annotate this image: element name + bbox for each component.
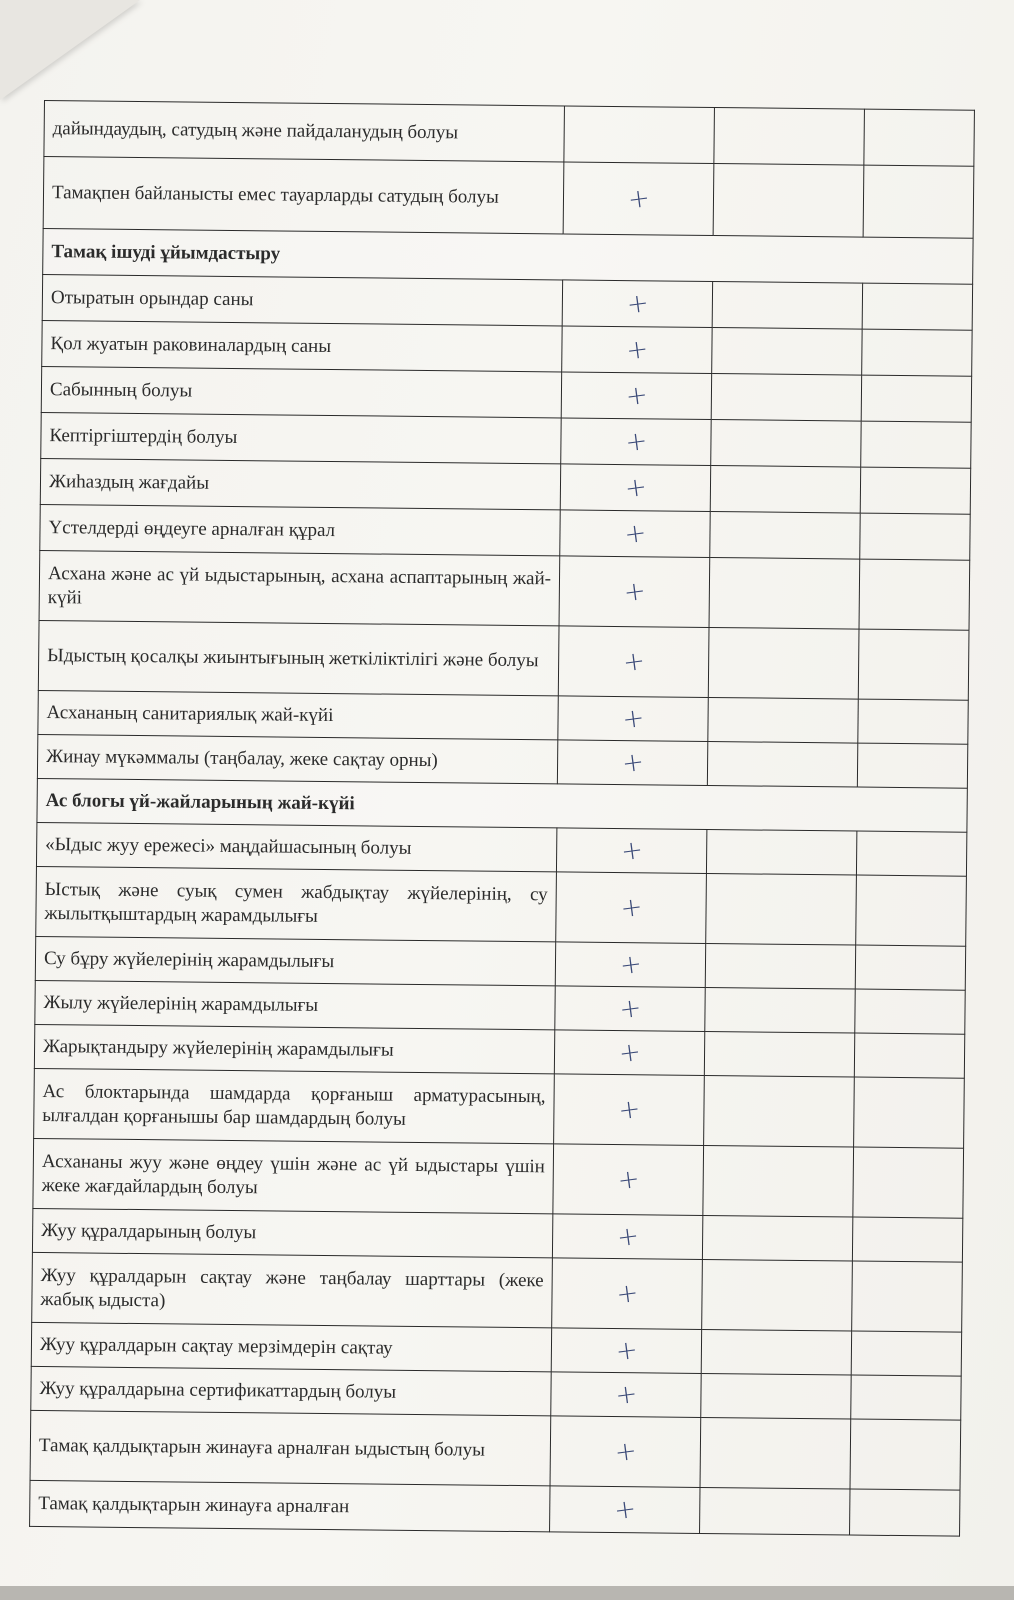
note-cell <box>851 1331 961 1376</box>
note-cell <box>860 467 970 514</box>
criterion-text: Жуу құралдарына сертификаттардың болуы <box>31 1366 551 1415</box>
handwritten-plus-mark: + <box>616 1093 642 1126</box>
table-row <box>30 1410 961 1490</box>
no-mark-cell <box>710 511 860 559</box>
section-heading: Ас блогы үй-жайларының жай-күйі <box>37 778 967 832</box>
table-row <box>34 1068 965 1148</box>
handwritten-plus-mark: + <box>620 702 646 735</box>
criterion-text: Жинау мүкәммалы (таңбалау, жеке сақтау орны) <box>37 734 557 783</box>
handwritten-plus-mark: + <box>614 1220 641 1253</box>
yes-mark-cell <box>550 1486 700 1534</box>
handwritten-plus-mark: + <box>620 645 647 678</box>
criterion-text: Жуу құралдарын сақтау мерзімдерін сақтау <box>31 1322 551 1371</box>
criterion-text: Тамақ қалдықтарын жинауға арналған ыдыстың болуы <box>30 1410 551 1485</box>
table-row <box>33 1138 964 1218</box>
no-mark-cell <box>710 466 860 514</box>
yes-mark-cell <box>552 1214 702 1260</box>
no-mark-cell <box>705 987 855 1033</box>
note-cell <box>856 875 967 946</box>
section-heading: Тамақ ішуді ұйымдастыру <box>43 228 973 284</box>
criterion-text: Жарықтандыру жүйелерінің жарамдылығы <box>34 1024 554 1073</box>
yes-mark-cell <box>558 696 708 742</box>
no-mark-cell <box>701 1373 851 1419</box>
note-cell <box>852 1261 963 1332</box>
yes-mark-cell <box>558 626 709 698</box>
no-mark-cell <box>708 697 858 743</box>
note-cell <box>850 1489 960 1536</box>
note-cell <box>861 375 971 422</box>
no-mark-cell <box>703 1145 854 1217</box>
handwritten-plus-mark: + <box>617 948 644 981</box>
criterion-text: Сабынның болуы <box>41 366 561 417</box>
handwritten-plus-mark: + <box>615 1163 641 1196</box>
yes-mark-cell <box>560 510 710 558</box>
criterion-text: Кептіргіштердің болуы <box>41 412 561 463</box>
yes-mark-cell <box>554 1030 704 1076</box>
yes-mark-cell <box>564 106 715 164</box>
criterion-text: «Ыдыс жуу ережесі» маңдайшасының болуы <box>36 822 556 871</box>
no-mark-cell <box>700 1417 851 1489</box>
note-cell <box>860 513 970 560</box>
no-mark-cell <box>709 557 860 629</box>
no-mark-cell <box>701 1329 851 1375</box>
inspection-checklist <box>29 100 974 1536</box>
no-mark-cell <box>708 627 859 699</box>
no-mark-cell <box>706 829 856 875</box>
note-cell <box>858 629 969 700</box>
table-row <box>30 1480 960 1536</box>
table-row <box>38 620 969 700</box>
criterion-text: Ас блоктарында шамдарда қорғаныш арматурасының, ылғалдан қорғанышы бар шамдардың болуы <box>34 1068 555 1143</box>
no-mark-cell <box>704 1075 855 1147</box>
table-row <box>43 157 974 239</box>
yes-mark-cell <box>554 1074 705 1146</box>
note-cell <box>861 421 971 468</box>
note-cell <box>856 831 966 876</box>
handwritten-plus-mark: + <box>624 333 650 367</box>
criterion-text: Қол жуатын раковиналардың саны <box>42 320 562 371</box>
no-mark-cell <box>705 943 855 989</box>
note-cell <box>854 1077 965 1148</box>
handwritten-plus-mark: + <box>618 834 645 867</box>
note-cell <box>862 329 972 376</box>
checklist-table <box>29 100 975 1537</box>
yes-mark-cell <box>550 1416 701 1488</box>
criterion-text: Ыстық және суық сумен жабдықтау жүйелерінің, су жылытқыштардың жарамдылығы <box>36 866 557 941</box>
no-mark-cell <box>711 420 861 468</box>
handwritten-plus-mark: + <box>613 1334 640 1367</box>
note-cell <box>853 1147 964 1218</box>
yes-mark-cell <box>551 1328 701 1374</box>
note-cell <box>854 1033 964 1078</box>
handwritten-plus-mark: + <box>621 575 648 608</box>
handwritten-plus-mark: + <box>612 1435 639 1468</box>
folded-page-corner <box>0 0 140 100</box>
note-cell <box>864 109 975 166</box>
criterion-text: Тамақ қалдықтарын жинауға арналған <box>30 1480 550 1531</box>
yes-mark-cell <box>561 418 711 466</box>
note-cell <box>858 699 968 744</box>
note-cell <box>857 743 967 788</box>
no-mark-cell <box>706 873 857 945</box>
note-cell <box>851 1375 961 1420</box>
handwritten-plus-mark: + <box>612 1493 638 1526</box>
yes-mark-cell <box>559 556 710 628</box>
handwritten-plus-mark: + <box>623 379 650 412</box>
yes-mark-cell <box>556 828 706 874</box>
criterion-text: Тамақпен байланысты емес тауарларды сатудың болуы <box>43 157 564 234</box>
handwritten-plus-mark: + <box>622 471 649 504</box>
yes-mark-cell <box>555 986 705 1032</box>
yes-mark-cell <box>560 464 710 512</box>
handwritten-plus-mark: + <box>614 1277 640 1310</box>
yes-mark-cell <box>563 162 714 236</box>
yes-mark-cell <box>561 372 711 420</box>
handwritten-plus-mark: + <box>622 517 648 550</box>
table-row <box>36 866 967 946</box>
note-cell <box>852 1217 962 1262</box>
yes-mark-cell <box>562 280 712 328</box>
table-row <box>32 1252 963 1332</box>
handwritten-plus-mark: + <box>619 746 646 779</box>
yes-mark-cell <box>556 872 707 944</box>
criterion-text: Асхана және ас үй ыдыстарының, асхана аспаптарының жай-күйі <box>39 550 560 625</box>
yes-mark-cell <box>551 1372 701 1418</box>
criterion-text: Су бұру жүйелерінің жарамдылығы <box>35 936 555 985</box>
criterion-text: Үстелдерді өңдеуге арналған құрал <box>40 504 560 555</box>
no-mark-cell <box>713 164 864 238</box>
desk-surface <box>0 1586 1014 1600</box>
handwritten-plus-mark: + <box>616 1036 643 1069</box>
no-mark-cell <box>711 374 861 422</box>
yes-mark-cell <box>557 740 707 786</box>
note-cell <box>859 559 970 630</box>
handwritten-plus-mark: + <box>623 425 649 458</box>
criterion-text: Ыдыстың қосалқы жиынтығының жеткіліктілігі және болуы <box>38 620 559 695</box>
handwritten-plus-mark: + <box>624 287 651 321</box>
note-cell <box>863 165 974 238</box>
note-cell <box>850 1419 961 1490</box>
criterion-text: Жылу жүйелерінің жарамдылығы <box>35 980 555 1029</box>
criterion-text: Асхананың санитариялық жай-күйі <box>38 690 558 739</box>
criterion-text: Жуу құралдарын сақтау және таңбалау шарттары (жеке жабық ыдыста) <box>32 1252 553 1327</box>
no-mark-cell <box>702 1259 853 1331</box>
criterion-text: дайындаудың, сатудың және пайдаланудың болуы <box>44 101 565 162</box>
note-cell <box>855 989 965 1034</box>
yes-mark-cell <box>553 1144 704 1216</box>
yes-mark-cell <box>555 942 705 988</box>
no-mark-cell <box>700 1487 850 1535</box>
yes-mark-cell <box>552 1258 703 1330</box>
note-cell <box>862 283 972 330</box>
criterion-text: Жуу құралдарының болуы <box>32 1208 552 1257</box>
no-mark-cell <box>707 741 857 787</box>
yes-mark-cell <box>562 326 712 374</box>
criterion-text: Отыратын орындар саны <box>42 274 562 325</box>
table-row <box>44 101 975 167</box>
handwritten-plus-mark: + <box>617 992 643 1025</box>
no-mark-cell <box>702 1215 852 1261</box>
handwritten-plus-mark: + <box>613 1378 639 1411</box>
criterion-text: Жиһаздың жағдайы <box>40 458 560 509</box>
no-mark-cell <box>704 1031 854 1077</box>
no-mark-cell <box>712 282 862 330</box>
table-row <box>39 550 970 630</box>
no-mark-cell <box>712 328 862 376</box>
no-mark-cell <box>714 108 865 166</box>
note-cell <box>855 945 965 990</box>
handwritten-plus-mark: + <box>618 891 644 924</box>
criterion-text: Асхананы жуу және өңдеу үшін және ас үй ыдыстары үшін жеке жағдайлардың болуы <box>33 1138 554 1213</box>
handwritten-plus-mark: + <box>625 182 652 216</box>
